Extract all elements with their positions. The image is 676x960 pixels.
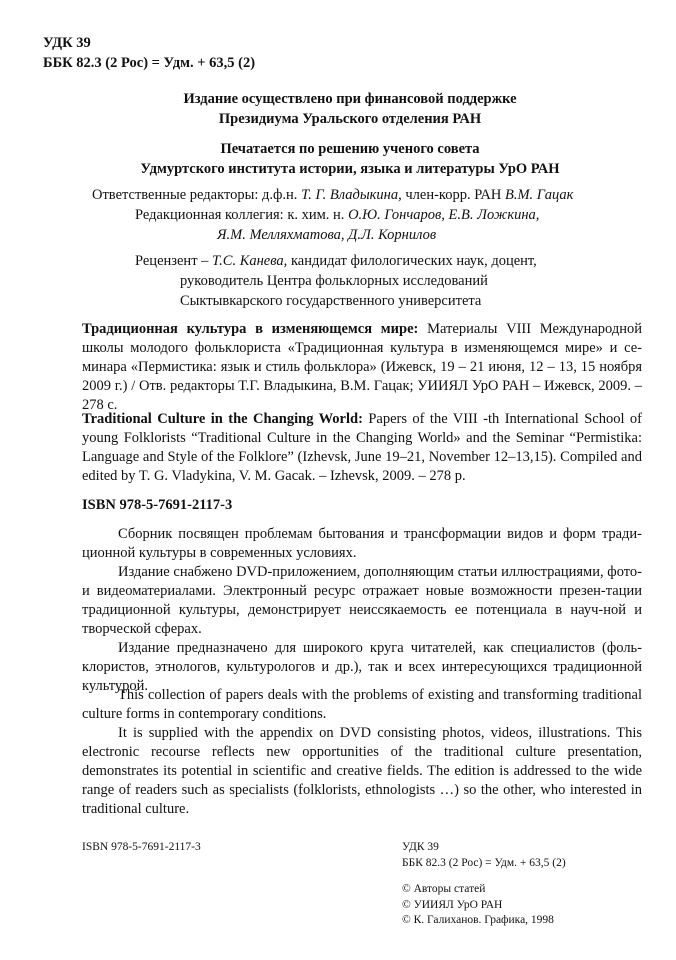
editors-line xyxy=(92,185,573,205)
support-line-2: Президиума Уральского отделения РАН xyxy=(218,111,482,127)
reviewer-label: Рецензент – xyxy=(135,253,209,269)
annotation-ru xyxy=(82,525,642,696)
reviewer-desc-1: кандидат филологических наук, доцент, xyxy=(290,253,537,269)
annotation-en-p2: It is supplied with the appendix on DVD consisting photos, videos, illustrations. This electronic recourse reflects new opportunities of the traditional culture presentation, demonstrates its potential in scientific and creative fields. The edition is addressed to the wide range of readers such as specialists (folklorists, ethnologists …) so the other, who interested in traditional culture. xyxy=(82,725,642,817)
reviewer-line xyxy=(135,251,537,271)
editor-1-title: д.ф.н. xyxy=(262,187,298,203)
editors-label: Ответственные редакторы: xyxy=(92,187,259,203)
annotation-ru-p1: Сборник посвящен проблемам бытования и трансформации видов и форм тради-ционной культуры в современных условиях. xyxy=(82,526,642,561)
council-line-2: Удмуртского института истории, языка и литературы УрО РАН xyxy=(140,161,560,177)
en-book-title: Traditional Culture in the Changing World: xyxy=(82,411,363,427)
reviewer-name: Т.С. Канева, xyxy=(212,253,288,269)
copyright-authors: © Авторы статей xyxy=(402,883,486,895)
footer-udk: УДК 39 xyxy=(402,841,439,853)
council-line-1: Печатается по решению ученого совета xyxy=(220,141,480,157)
en-book-details: Papers of the VIII -th International School of young Folklorists “Traditional Culture in the Changing World» and the Seminar “Permistika: Language and Style of the Folklore” (Izhevsk, June 19–21, November 12–13,15). Compiled and edited by T. G. Vladykina, V. M. Gacak. – Izhevsk, 2009. – 278 p. xyxy=(82,411,642,484)
footer-isbn: ISBN 978-5-7691-2117-3 xyxy=(82,841,201,853)
editor-2-title: член-корр. РАН xyxy=(405,187,502,203)
support-line-1: Издание осуществлено при финансовой поддержке xyxy=(183,91,517,107)
footer-bbk: ББК 82.3 (2 Рос) = Удм. + 63,5 (2) xyxy=(402,856,566,869)
isbn-main: ISBN 978-5-7691-2117-3 xyxy=(82,497,233,513)
reviewer-desc-3: Сыктывкарского государственного университета xyxy=(180,293,482,309)
copyright-graphics: © К. Галиханов. Графика, 1998 xyxy=(402,914,554,926)
ru-book-title: Традиционная культура в изменяющемся мире: xyxy=(82,321,419,337)
en-bibliographic-description xyxy=(82,410,642,486)
reviewer-block xyxy=(135,251,537,311)
editor-1-name: Т. Г. Владыкина, xyxy=(301,187,402,203)
council-note xyxy=(60,139,640,179)
board-line xyxy=(92,205,573,225)
support-note xyxy=(60,89,640,129)
top-codes xyxy=(43,33,255,73)
copyright-institute: © УИИЯЛ УрО РАН xyxy=(402,898,503,911)
annotation-en xyxy=(82,686,642,819)
reviewer-desc-2: руководитель Центра фольклорных исследований xyxy=(180,273,488,289)
ru-bibliographic-description xyxy=(82,320,642,415)
annotation-ru-p3: Издание предназначено для широкого круга читателей, как специалистов (фоль-клористов, этнологов, культурологов и др.), так и всех интересующихся традиционной культурой. xyxy=(82,640,642,694)
editor-2-name: В.М. Гацак xyxy=(505,187,574,203)
bbk-code: ББК 82.3 (2 Рос) = Удм. + 63,5 (2) xyxy=(43,55,256,71)
annotation-en-p1: This collection of papers deals with the problems of existing and transforming traditional culture forms in contemporary conditions. xyxy=(82,687,642,722)
board-names-2: Я.М. Мелляхматова, Д.Л. Корнилов xyxy=(217,227,437,243)
board-label: Редакционная коллегия: xyxy=(135,207,284,223)
board-names: О.Ю. Гончаров, Е.В. Ложкина, xyxy=(348,207,540,223)
copyright-block xyxy=(402,882,554,929)
footer-codes xyxy=(402,840,566,871)
board-title: к. хим. н. xyxy=(287,207,345,223)
annotation-ru-p2: Издание снабжено DVD-приложением, дополняющим статьи иллюстрациями, фото- и видеоматериалами. Электронный ресурс отражает новые возможности презен-тации традиционной культуры, демонстрирует неиссякаемость ее потенциала в науч-ной и творческой сферах. xyxy=(82,564,642,637)
ru-book-details: Материалы VIII Международной школы молодого фольклориста «Традиционная культура в изменяющемся мире» и се-минара «Пермистика: язык и стиль фольклора» (Ижевск, 19 – 21 июня, 12 – 13, 15 ноября 2009 г.) / Отв. редакторы Т.Г. Владыкина, В.М. Гацак; УИИЯЛ УрО РАН – Ижевск, 2009. – 278 с. xyxy=(82,321,642,413)
udk-code: УДК 39 xyxy=(43,35,91,51)
editors-block xyxy=(92,185,573,245)
